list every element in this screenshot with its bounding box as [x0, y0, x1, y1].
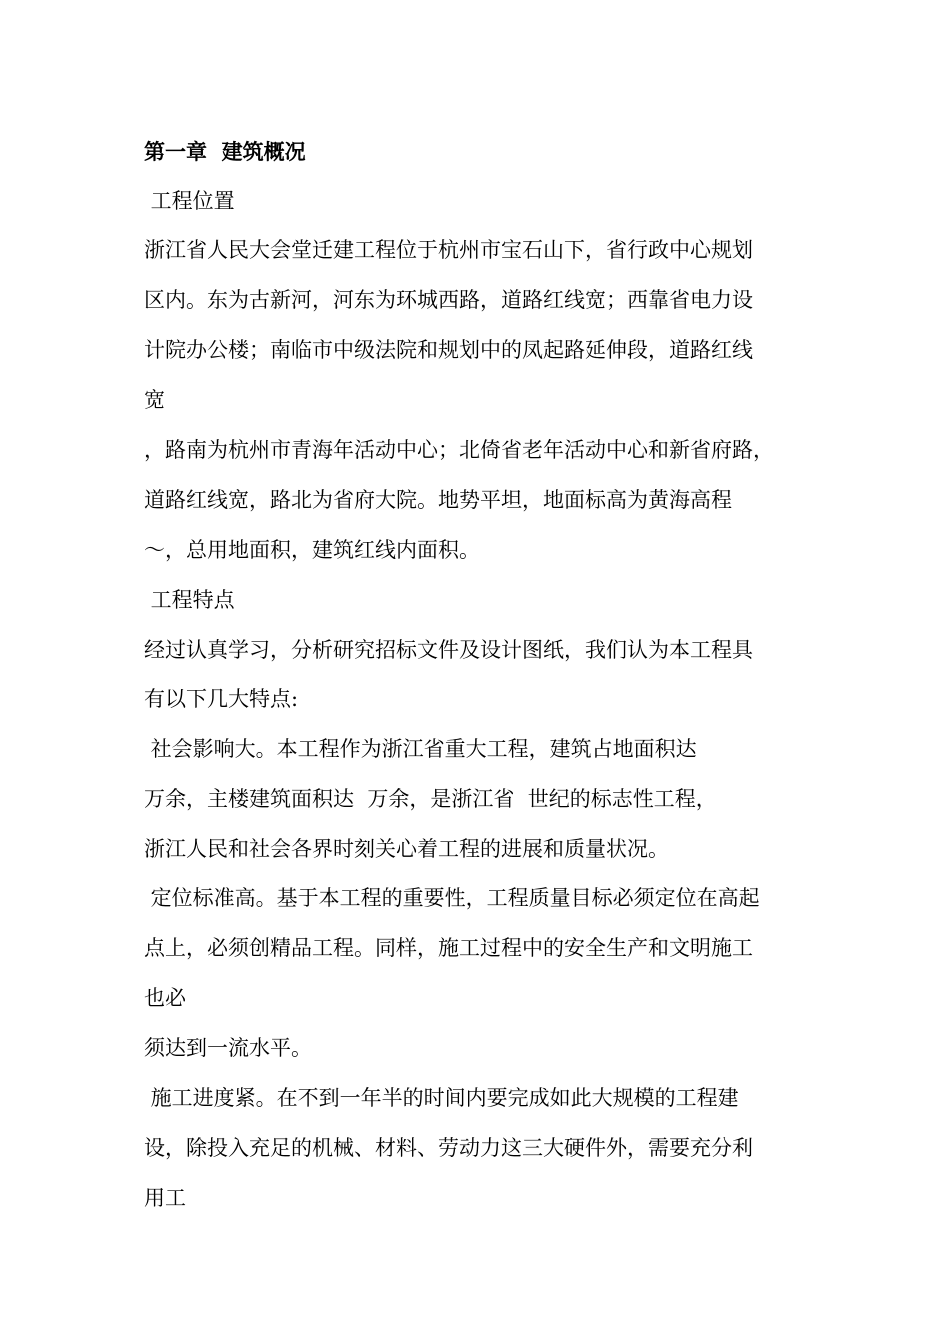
- paragraph-line: 道路红线宽，路北为省府大院。地势平坦，地面标高为黄海高程: [144, 488, 732, 512]
- paragraph-line: 经过认真学习，分析研究招标文件及设计图纸，我们认为本工程具: [144, 638, 753, 662]
- section-heading-location: 工程位置: [144, 189, 235, 213]
- section-heading-features: 工程特点: [144, 588, 235, 612]
- paragraph-line: 浙江省人民大会堂迁建工程位于杭州市宝石山下，省行政中心规划: [144, 238, 753, 262]
- paragraph-line: 点上，必须创精品工程。同样，施工过程中的安全生产和文明施工: [144, 936, 753, 960]
- paragraph-line: 也必: [144, 986, 186, 1010]
- paragraph-line: 须达到一流水平。: [144, 1036, 312, 1060]
- paragraph-line: 宽: [144, 388, 165, 412]
- chapter-title: 第一章 建筑概况: [144, 140, 306, 164]
- paragraph-line: 设，除投入充足的机械、材料、劳动力这三大硬件外，需要充分利: [144, 1136, 753, 1160]
- paragraph-line: ～，总用地面积，建筑红线内面积。: [144, 538, 480, 562]
- paragraph-line: 用工: [144, 1186, 186, 1210]
- paragraph-line: 有以下几大特点:: [144, 687, 299, 711]
- paragraph-line: 定位标准高。基于本工程的重要性，工程质量目标必须定位在高起: [144, 886, 760, 910]
- paragraph-line: 社会影响大。本工程作为浙江省重大工程，建筑占地面积达: [144, 737, 697, 761]
- paragraph-line: ，路南为杭州市青海年活动中心；北倚省老年活动中心和新省府路，: [144, 438, 774, 462]
- paragraph-line: 万余，主楼建筑面积达 万余，是浙江省 世纪的标志性工程，: [144, 787, 717, 811]
- paragraph-line: 计院办公楼；南临市中级法院和规划中的凤起路延伸段，道路红线: [144, 338, 753, 362]
- paragraph-line: 施工进度紧。在不到一年半的时间内要完成如此大规模的工程建: [144, 1086, 739, 1110]
- paragraph-line: 浙江人民和社会各界时刻关心着工程的进展和质量状况。: [144, 837, 669, 861]
- paragraph-line: 区内。东为古新河，河东为环城西路，道路红线宽；西靠省电力设: [144, 288, 753, 312]
